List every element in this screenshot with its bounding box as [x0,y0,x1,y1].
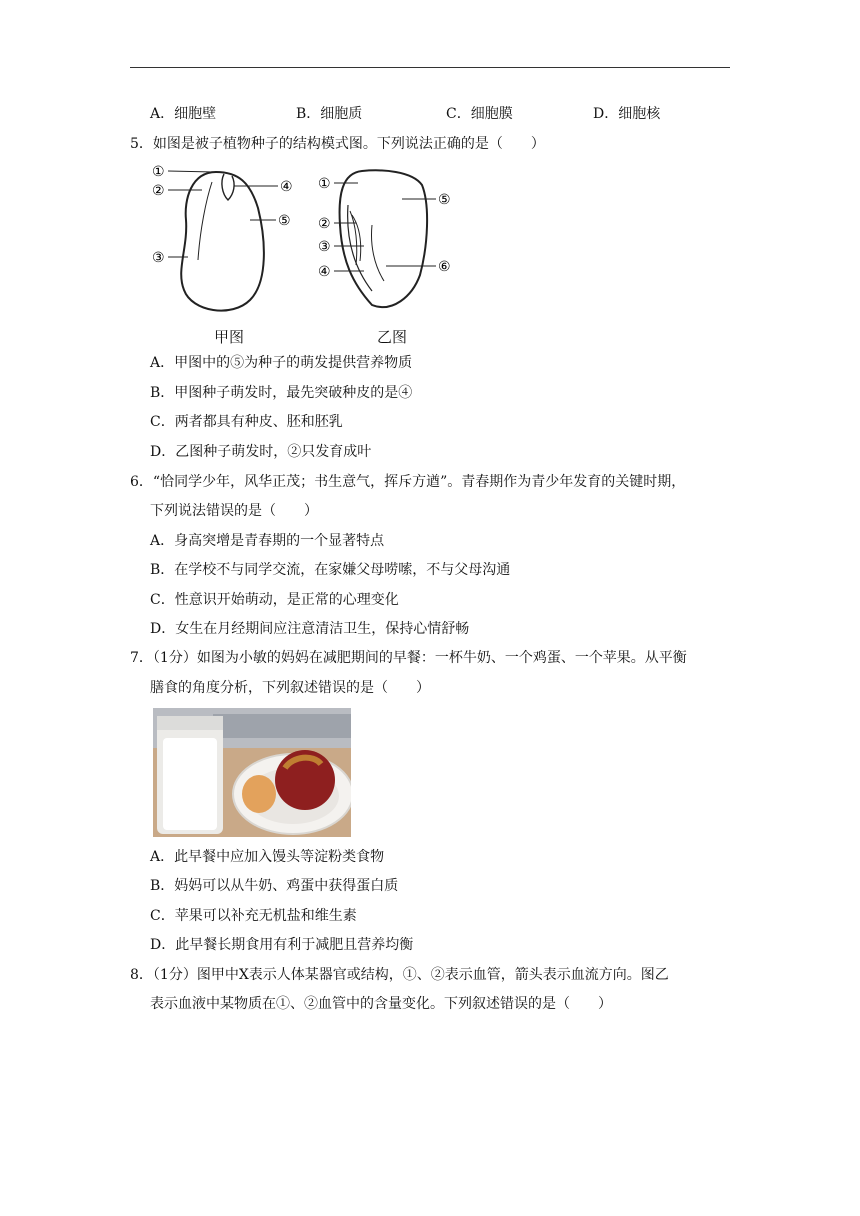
caption-yi: 乙图 [377,328,408,346]
q4-option-c[interactable]: C．细胞膜 [446,106,513,122]
q4-option-b[interactable]: B．细胞质 [296,106,363,122]
q6-stem-line1: 6．“恰同学少年，风华正茂；书生意气，挥斥方遒”。青春期作为青少年发育的关键时期， [130,474,686,490]
q7-option-a[interactable]: A．此早餐中应加入馒头等淀粉类食物 [150,849,385,865]
q7-option-b[interactable]: B．妈妈可以从牛奶、鸡蛋中获得蛋白质 [150,878,399,894]
seed-diagram-jia [146,160,306,320]
q4-option-a[interactable]: A．细胞壁 [150,106,217,122]
jia-label-5: ⑤ [278,213,291,229]
yi-label-1: ① [318,176,331,192]
yi-label-4: ④ [318,264,331,280]
yi-label-3: ③ [318,239,331,255]
q5-option-d[interactable]: D．乙图种子萌发时，②只发育成叶 [150,444,372,460]
caption-jia: 甲图 [214,328,245,346]
q5-option-c[interactable]: C．两者都具有种皮、胚和胚乳 [150,414,343,430]
q6-option-d[interactable]: D．女生在月经期间应注意清洁卫生，保持心情舒畅 [150,621,470,637]
breakfast-photo [153,708,351,837]
header-rule [130,67,730,68]
q8-stem-line2: 表示血液中某物质在①、②血管中的含量变化。下列叙述错误的是（ ） [150,996,612,1012]
yi-label-2: ② [318,216,331,232]
q5-option-a[interactable]: A．甲图中的⑤为种子的萌发提供营养物质 [150,355,413,371]
q5-stem: 5．如图是被子植物种子的结构模式图。下列说法正确的是（ ） [130,136,545,152]
q6-stem-line2: 下列说法错误的是（ ） [150,503,318,519]
q6-option-a[interactable]: A．身高突增是青春期的一个显著特点 [150,533,385,549]
q5-option-b[interactable]: B．甲图种子萌发时，最先突破种皮的是④ [150,385,413,401]
q7-option-c[interactable]: C．苹果可以补充无机盐和维生素 [150,908,357,924]
jia-label-3: ③ [152,250,165,266]
jia-label-2: ② [152,183,165,199]
jia-label-4: ④ [280,179,293,195]
q4-option-d[interactable]: D．细胞核 [593,106,661,122]
q7-stem-line2: 膳食的角度分析，下列叙述错误的是（ ） [150,680,430,696]
yi-label-6: ⑥ [438,259,451,275]
q7-stem-line1: 7．（1分）如图为小敏的妈妈在减肥期间的早餐：一杯牛奶、一个鸡蛋、一个苹果。从平衡 [130,650,687,666]
q6-option-b[interactable]: B．在学校不与同学交流，在家嫌父母唠嗦，不与父母沟通 [150,562,511,578]
seed-diagram-yi [312,165,462,325]
q6-option-c[interactable]: C．性意识开始萌动，是正常的心理变化 [150,592,399,608]
q7-option-d[interactable]: D．此早餐长期食用有利于减肥且营养均衡 [150,937,414,953]
yi-label-5: ⑤ [438,192,451,208]
jia-label-1: ① [152,164,165,180]
q8-stem-line1: 8．（1分）图甲中X表示人体某器官或结构，①、②表示血管，箭头表示血流方向。图乙 [130,967,669,983]
